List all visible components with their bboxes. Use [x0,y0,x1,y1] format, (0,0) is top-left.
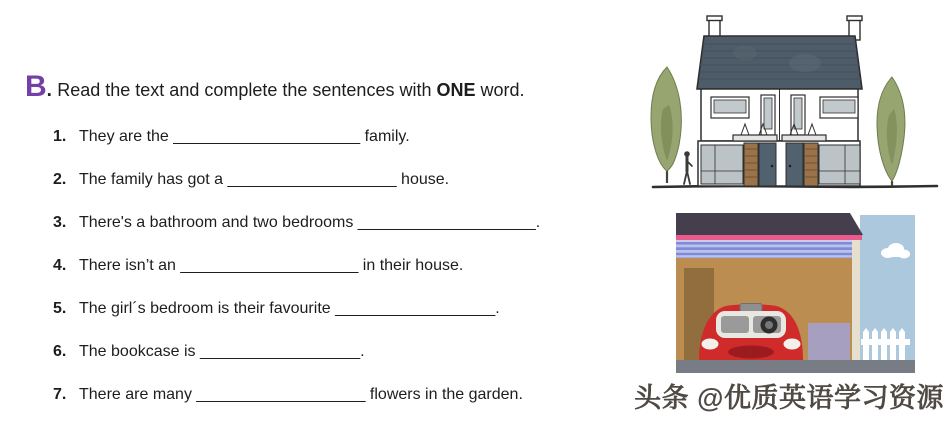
sentence-item-6 [53,343,655,360]
house-roof [697,36,862,89]
sentence-text-end: . [535,214,541,231]
sentence-text-end: flowers in the garden. [365,386,523,403]
exercise-letter-dot: . [46,80,58,101]
sentence-text-end: in their house. [358,257,464,274]
instruction-text: Read the text and complete the sentences with [57,80,437,100]
item-number: 7. [53,386,67,403]
sentence-text-end: family. [360,128,410,145]
garage-car-image [676,211,916,373]
worksheet-text-block [25,70,655,429]
watermark-text: 头条 @优质英语学习资源 [634,383,944,413]
sentence-item-3 [53,214,655,231]
sentence-text: There isn’t an [79,257,181,274]
picket-fence [861,328,910,360]
sentence-text: There are many [79,386,197,403]
car-window-left [721,316,749,333]
exercise-letter: B [25,70,47,103]
sentence-text: There's a bathroom and two bedrooms [79,214,358,231]
sentence-text-end: house. [396,171,450,188]
sentence-item-1 [53,128,655,145]
answer-blank: ___________________ [227,171,397,188]
car-sunroof [740,304,762,312]
sentence-text: The bookcase is [79,343,200,360]
answer-blank: ____________________ [180,257,359,274]
sentence-text: The family has got a [79,171,228,188]
garage-roof [676,213,863,235]
sentence-text-end: . [495,300,500,317]
item-number: 5. [53,300,67,317]
exercise-heading [25,70,655,104]
sentence-text-end: . [360,343,365,360]
instruction-text-end: word. [475,80,525,100]
item-number: 3. [53,214,67,231]
storage-box [808,323,850,360]
item-number: 6. [53,343,67,360]
tree-left [651,67,681,183]
answer-blank: ____________________ [357,214,536,231]
roof-trim-lavender [676,240,857,242]
person-figure [684,151,692,184]
item-number: 2. [53,171,67,188]
answer-blank: _____________________ [173,128,361,145]
spare-tire-hub [765,321,773,329]
car-headlight-left [702,339,719,350]
garage-wall-edge [852,240,860,360]
sentence-item-4 [53,257,655,274]
house-sketch-image [645,5,945,203]
sentence-text: They are the [79,128,174,145]
sentence-item-7 [53,386,655,403]
answer-blank: __________________ [335,300,496,317]
roof-trim-pink [676,235,862,240]
sentence-item-2 [53,171,655,188]
item-number: 1. [53,128,67,145]
item-number: 4. [53,257,67,274]
driveway-ground [676,360,915,373]
sentence-list [25,128,655,403]
car-grille [728,346,774,359]
sentence-item-5 [53,300,655,317]
sentence-text: The girl´s bedroom is their favourite [79,300,336,317]
tree-right [877,77,905,186]
garage-shutter [676,242,852,258]
answer-blank: ___________________ [196,386,366,403]
instruction-bold-word: ONE [436,80,476,100]
car-headlight-right [784,339,801,350]
answer-blank: __________________ [199,343,361,360]
